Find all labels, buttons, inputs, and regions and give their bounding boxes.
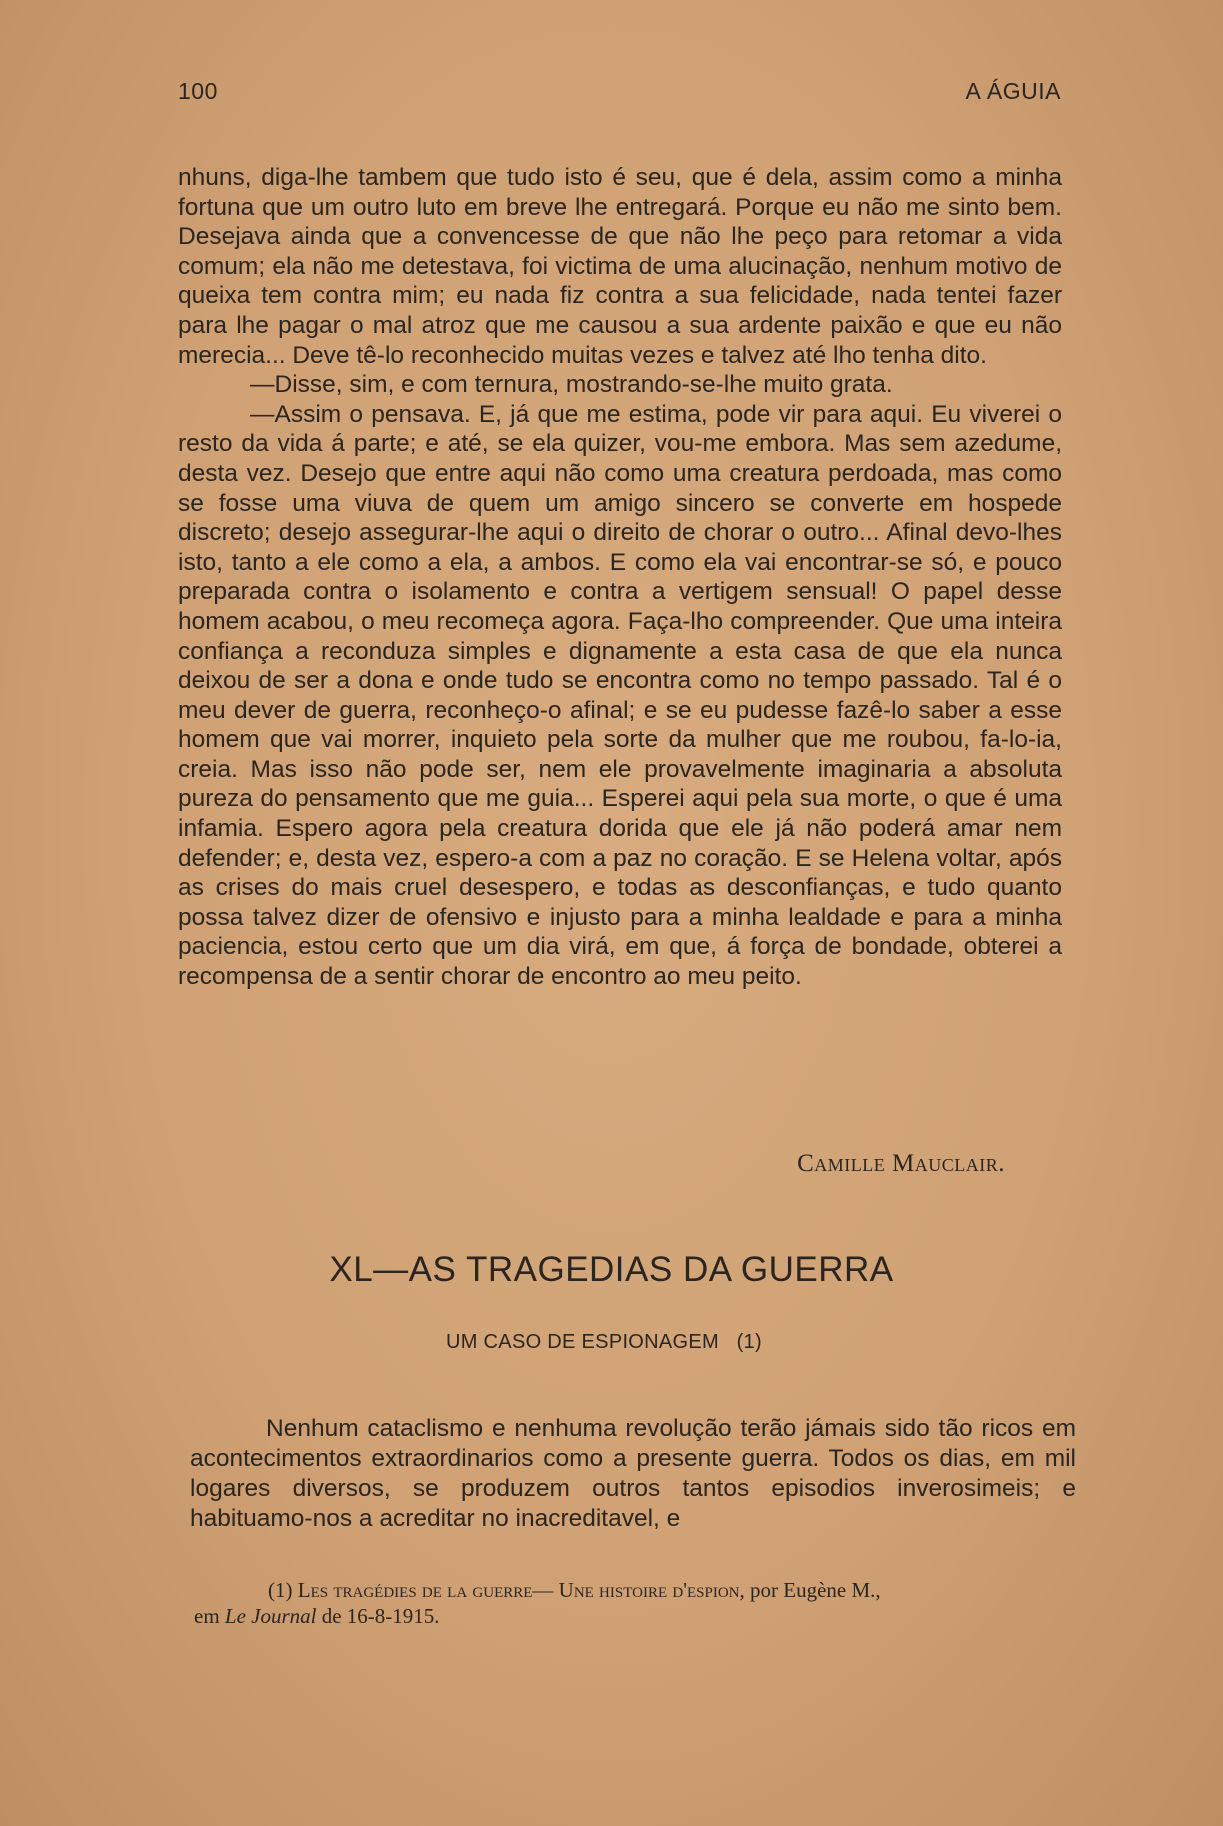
author-signature: Camille Mauclair. [797,1150,1005,1177]
chapter-title: XL—AS TRAGEDIAS DA GUERRA [329,1250,894,1289]
paragraph: —Disse, sim, e com ternura, mostrando-se-lhe muito grata. [250,371,893,399]
footnote-date: de 16-8-1915. [321,1604,440,1628]
footnote [194,1577,1084,1629]
running-header [178,78,1061,105]
footnote-journal: Le Journal [224,1604,317,1628]
footnote-source-title: Les tragédies de la guerre— Une histoire d'espion, [297,1578,745,1602]
footnote-author: por Eugène M., [750,1578,881,1602]
footnote-reference: (1) [736,1331,762,1353]
paragraph: nhuns, diga-lhe tambem que tudo isto é seu, que é dela, assim como a minha fortuna que um outro luto em breve lhe entregará. Porque eu não me sinto bem. Desejava ainda que a convencesse de que não lhe peço para retomar a vida comum; ela não me detestava, foi victima de uma alucinação, nenhum motivo de queixa tem contra mim; eu nada fiz contra a sua felicidade, nada tentei fazer para lhe pagar o mal atroz que me causou a sua ardente paixão e que eu não merecia... Deve tê-lo reconhecido muitas vezes e talvez até lho tenha dito. [178,164,1062,369]
footnote-mark: (1) [268,1578,293,1602]
running-title: A ÁGUIA [965,78,1061,104]
footnote-in: em [194,1604,220,1628]
chapter-subtitle-text: UM CASO DE ESPIONAGEM [446,1331,720,1353]
body-text [178,163,1062,992]
chapter-subtitle [446,1331,762,1354]
paragraph: —Assim o pensava. E, já que me estima, pode vir para aqui. Eu viverei o resto da vida á parte; e até, se ela quizer, vou-me embora. Mas sem azedume, desta vez. Desejo que entre aqui não como uma creatura perdoada, mas como se fosse uma viuva de quem um amigo sincero se converte em hospede discreto; desejo assegurar-lhe aqui o direito de chorar o outro... Afinal devo-lhes isto, tanto a ele como a ela, a ambos. E como ela vai encontrar-se só, e pouco preparada contra o isolamento e contra a vertigem sensual! O papel desse homem acabou, o meu recomeça agora. Faça-lho compreender. Que uma inteira confiança a reconduza simples e dignamente a esta casa de que ela nunca deixou de ser a dona e onde tudo se encontra como no tempo passado. Tal é o meu dever de guerra, reconheço-o afinal; e se eu pudesse fazê-lo saber a esse homem que vai morrer, inquieto pela sorte da mulher que me roubou, fa-lo-ia, creia. Mas isso não pode ser, nem ele provavelmente imaginaria a absoluta pureza do pensamento que me guia... Esperei aqui pela sua morte, o que é uma infamia. Espero agora pela creatura dorida que ele já não poderá amar nem defender; e, desta vez, espero-a com a paz no coração. E se Helena voltar, após as crises do mais cruel desespero, e todas as desconfianças, e tudo quanto possa talvez dizer de ofensivo e injusto para a minha lealdade e para a minha paciencia, estou certo que um dia virá, em que, á força de bondade, obterei a recompensa de a sentir chorar de encontro ao meu peito. [178,400,1062,991]
page-number: 100 [178,78,218,104]
chapter-paragraph: Nenhum cataclismo e nenhuma revolução terão jámais sido tão ricos em acontecimentos extraordinarios como a presente guerra. Todos os dias, em mil logares diversos, se produzem outros tantos episodios inverosimeis; e habituamo-nos a acreditar no inacreditavel, e [190,1415,1076,1532]
